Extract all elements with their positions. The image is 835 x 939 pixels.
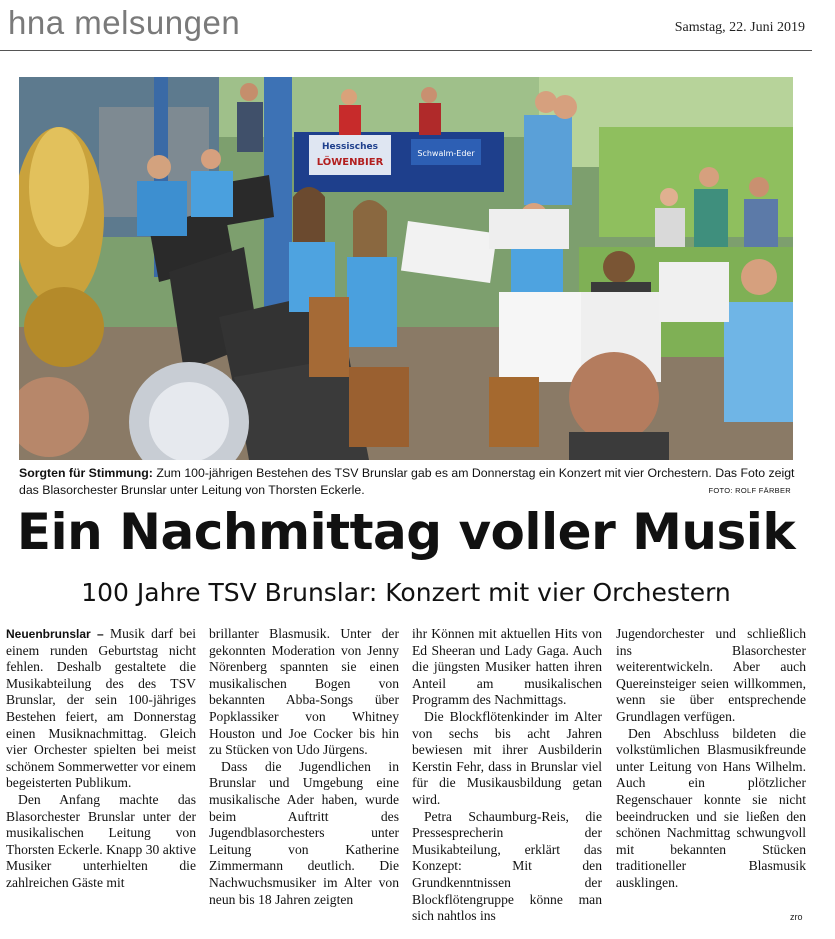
paragraph: Dass die Jugendlichen in Brunslar und Umgebung eine musikalische Ader haben, wurde beim Auftritt des Jugendblasorchesters unter Leitung von Katherine Zimmermann deutlich. Die Nachwuchsmusiker im Alter von neun bis 18 Jahren zeigten (209, 758, 399, 907)
paragraph: ihr Können mit aktuellen Hits von Ed Sheeran und Lady Gaga. Auch die jüngsten Musiker hatten ihren Anteil am musikalischen Programm des Nachmittags. (412, 626, 602, 708)
concert-photo-illustration (19, 77, 793, 460)
photo-caption (19, 465, 795, 499)
masthead (0, 0, 835, 52)
article-headline: Ein Nachmittag voller Musik (16, 503, 796, 561)
article-column-2 (209, 626, 399, 908)
paragraph: Jugendorchester und schließlich ins Blasorchester weiterentwickeln. Aber auch Quereinsteiger seien willkommen, wenn sie über entsprechende Grundlagen verfügen. (616, 626, 806, 724)
article-photo (19, 77, 793, 460)
sign-text: Schwalm-Eder (417, 149, 475, 158)
paragraph: brillanter Blasmusik. Unter der gekonnten Moderation von Jenny Nörenberg spannten sie einen musikalischen Bogen von bekannten Abba-Songs über Popklassiker von Whitney Houston und Joe Cocker bis hin zu Stücken von Udo Jürgens. (209, 626, 399, 758)
paragraph (6, 626, 196, 792)
paragraph-text: Musik darf bei einem runden Geburtstag nicht fehlen. Deshalb gestaltete die Musikabteilung des des TSV Brunslar, der sein 100-jähriges Bestehen feiert, am Donnerstag einen Musiknachmittag. Gleich vier Orchester spielten bei meist schönem Sommerwetter vor einem begeisterten Publikum. (6, 626, 197, 791)
photo-credit: FOTO: ROLF FÄRBER (708, 486, 791, 495)
paragraph: Die Blockflötenkinder im Alter von sechs bis acht Jahren bewiesen mit ihrer Ausbilderin Kerstin Fehr, dass in Brunslar viel für die Musikausbildung getan wird. (412, 708, 602, 807)
dateline: Neuenbrunslar – (6, 627, 104, 641)
caption-lead: Sorgten für Stimmung: (19, 466, 153, 480)
article-column-1 (6, 626, 196, 892)
issue-date: Samstag, 22. Juni 2019 (674, 20, 805, 35)
article-body (6, 626, 806, 926)
paragraph: Petra Schaumburg-Reis, die Pressesprecherin der Musikabteilung, erklärt das Konzept: Mit den Grundkenntnissen der Blockflötengruppe könne man sich nahtlos ins (412, 808, 602, 924)
banner-text-2: LÖWENBIER (316, 157, 384, 168)
article-column-4 (616, 626, 806, 892)
paragraph: Den Abschluss bildeten die volkstümlichen Blasmusikfreunde unter Leitung von Hans Wilhelm. Auch ein plötzlicher Regenschauer konnte sie nicht beeindrucken und sie ließen den schönen Nachmittag schwungvoll mit bekannten Stücken traditioneller Blasmusik ausklingen. (616, 725, 806, 890)
author-initials: zro (790, 912, 803, 922)
banner-text: Hessisches (322, 142, 378, 152)
paragraph: Den Anfang machte das Blasorchester Brunslar unter der musikalischen Leitung von Thorsten Eckerle. Knapp 30 aktive Musiker unterhielten die zahlreichen Gäste mit (6, 791, 196, 890)
newspaper-name: hna melsungen (8, 4, 241, 41)
article-subhead: 100 Jahre TSV Brunslar: Konzert mit vier Orchestern (81, 578, 731, 607)
article-column-3 (412, 626, 602, 925)
masthead-rule (0, 50, 812, 51)
caption-text: Zum 100-jährigen Bestehen des TSV Brunslar gab es am Donnerstag ein Konzert mit vier Orchestern. Das Foto zeigt das Blasorchester Brunslar unter Leitung von Thorsten Eckerle. (19, 466, 795, 497)
